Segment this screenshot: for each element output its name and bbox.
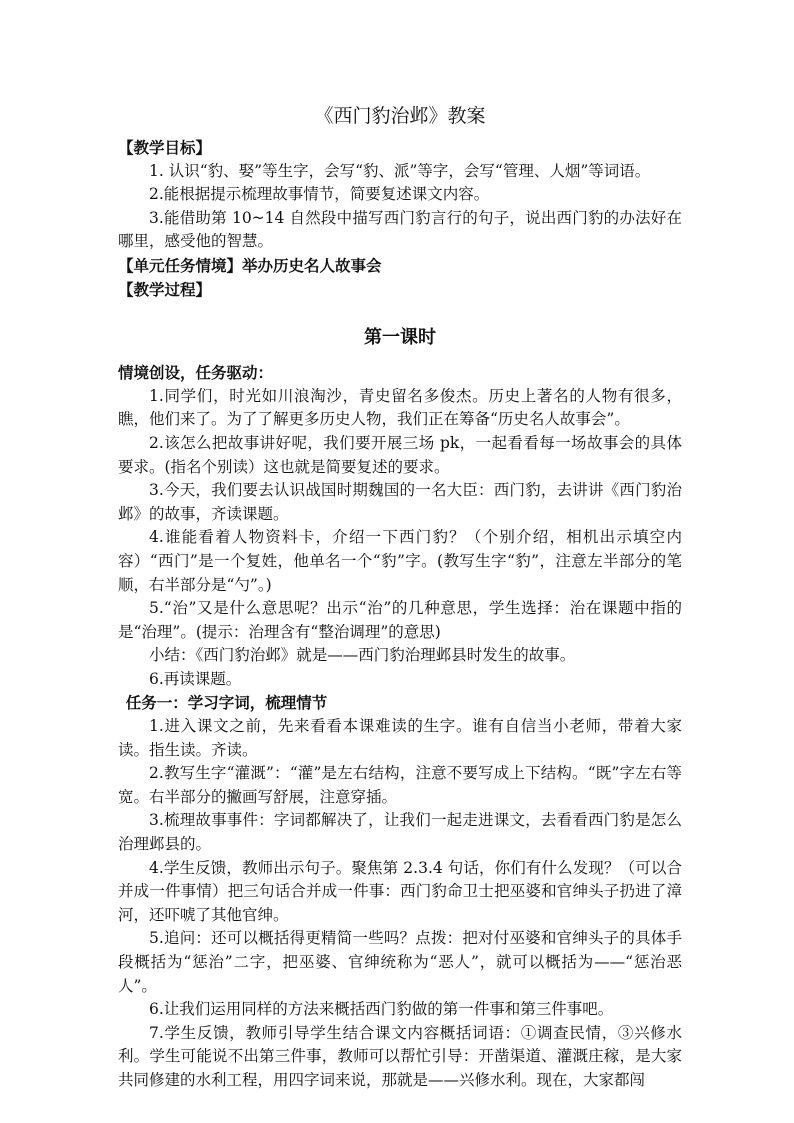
goal-item: 1. 认识“豹、娶”等生字，会写“豹、派”等字，会写“管理、人烟”等词语。 [149,161,651,180]
document-page [118,102,682,1093]
paragraph: 6.再读课题。 [149,669,242,688]
document-title: 《西门豹治邺》教案 [314,105,486,127]
paragraph: 1.进入课文之前，先来看看本课难读的生字。谁有自信当小老师，带着大家读。指生读。齐读。 [118,717,682,759]
summary-paragraph: 小结：《西门豹治邺》就是——西门豹治理邺县时发生的故事。 [149,646,576,665]
goal-item: 2.能根据提示梳理故事情节，简要复述课文内容。 [149,185,490,204]
goal-item: 3.能借助第 10~14 自然段中描写西门豹言行的句子，说出西门豹的办法好在哪里，感受他的智慧。 [118,208,682,251]
paragraph: 2.该怎么把故事讲好呢，我们要开展三场 pk，一起看看每一场故事会的具体要求。(指名个别读）这也就是简要复述的要求。 [118,433,682,476]
paragraph: 5.追问：还可以概括得更精简一些吗？点拨：把对付巫婆和官绅头子的具体手段概括为“惩治”二字，把巫婆、官绅统称为“恶人”，就可以概括为——“惩治恶人”。 [118,929,682,995]
paragraph: 5.“治”又是什么意思呢？出示“治”的几种意思，学生选择：治在课题中指的是“治理”。(提示：治理含有“整治调理”的意思) [118,599,682,641]
process-heading: 【教学过程】 [118,279,212,299]
paragraph: 3.今天，我们要去认识战国时期魏国的一名大臣：西门豹，去讲讲《西门豹治邺》的故事，齐读课题。 [118,481,682,523]
paragraph: 6.让我们运用同样的方法来概括西门豹做的第一件事和第三件事吧。 [149,1000,614,1019]
section-heading: 情境创设，任务驱动： [118,363,274,383]
paragraph: 4.谁能看着人物资料卡，介绍一下西门豹？（个别介绍，相机出示填空内容）“西门”是一个复姓，他单名一个“豹”字。(教写生字“豹”，注意左半部分的笔顺，右半部分是“勺”。) [118,528,682,594]
paragraph: 3.梳理故事事件：字词都解决了，让我们一起走进课文，去看看西门豹是怎么治理邺县的。 [118,811,682,854]
paragraph: 2.教写生字“灌溉”：“灌”是左右结构，注意不要写成上下结构。“既”字左右等宽。右半部分的撇画写舒展，注意穿插。 [118,764,682,806]
paragraph: 1.同学们，时光如川浪淘沙，青史留名多俊杰。历史上著名的人物有很多，瞧，他们来了。为了了解更多历史人物，我们正在筹备“历史名人故事会”。 [118,386,682,429]
lesson-title: 第一课时 [364,327,436,349]
unit-task-heading: 【单元任务情境】举办历史名人故事会 [118,255,382,275]
paragraph: 4.学生反馈，教师出示句子。聚焦第 2.3.4 句话，你们有什么发现？（可以合并成一件事情）把三句话合并成一件事：西门豹命卫士把巫婆和官绅头子扔进了漳河，还吓唬了其他官绅。 [118,858,682,924]
goals-heading: 【教学目标】 [118,138,212,157]
paragraph: 7.学生反馈，教师引导学生结合课文内容概括词语：①调查民情，③兴修水利。学生可能说不出第三件事，教师可以帮忙引导：开凿渠道、灌溉庄稼，是大家共同修建的水利工程，用四字词来说，那就是——兴修水利。现在，大家都闯 [118,1023,682,1089]
task-heading: 任务一：学习字词，梳理情节 [125,693,328,713]
